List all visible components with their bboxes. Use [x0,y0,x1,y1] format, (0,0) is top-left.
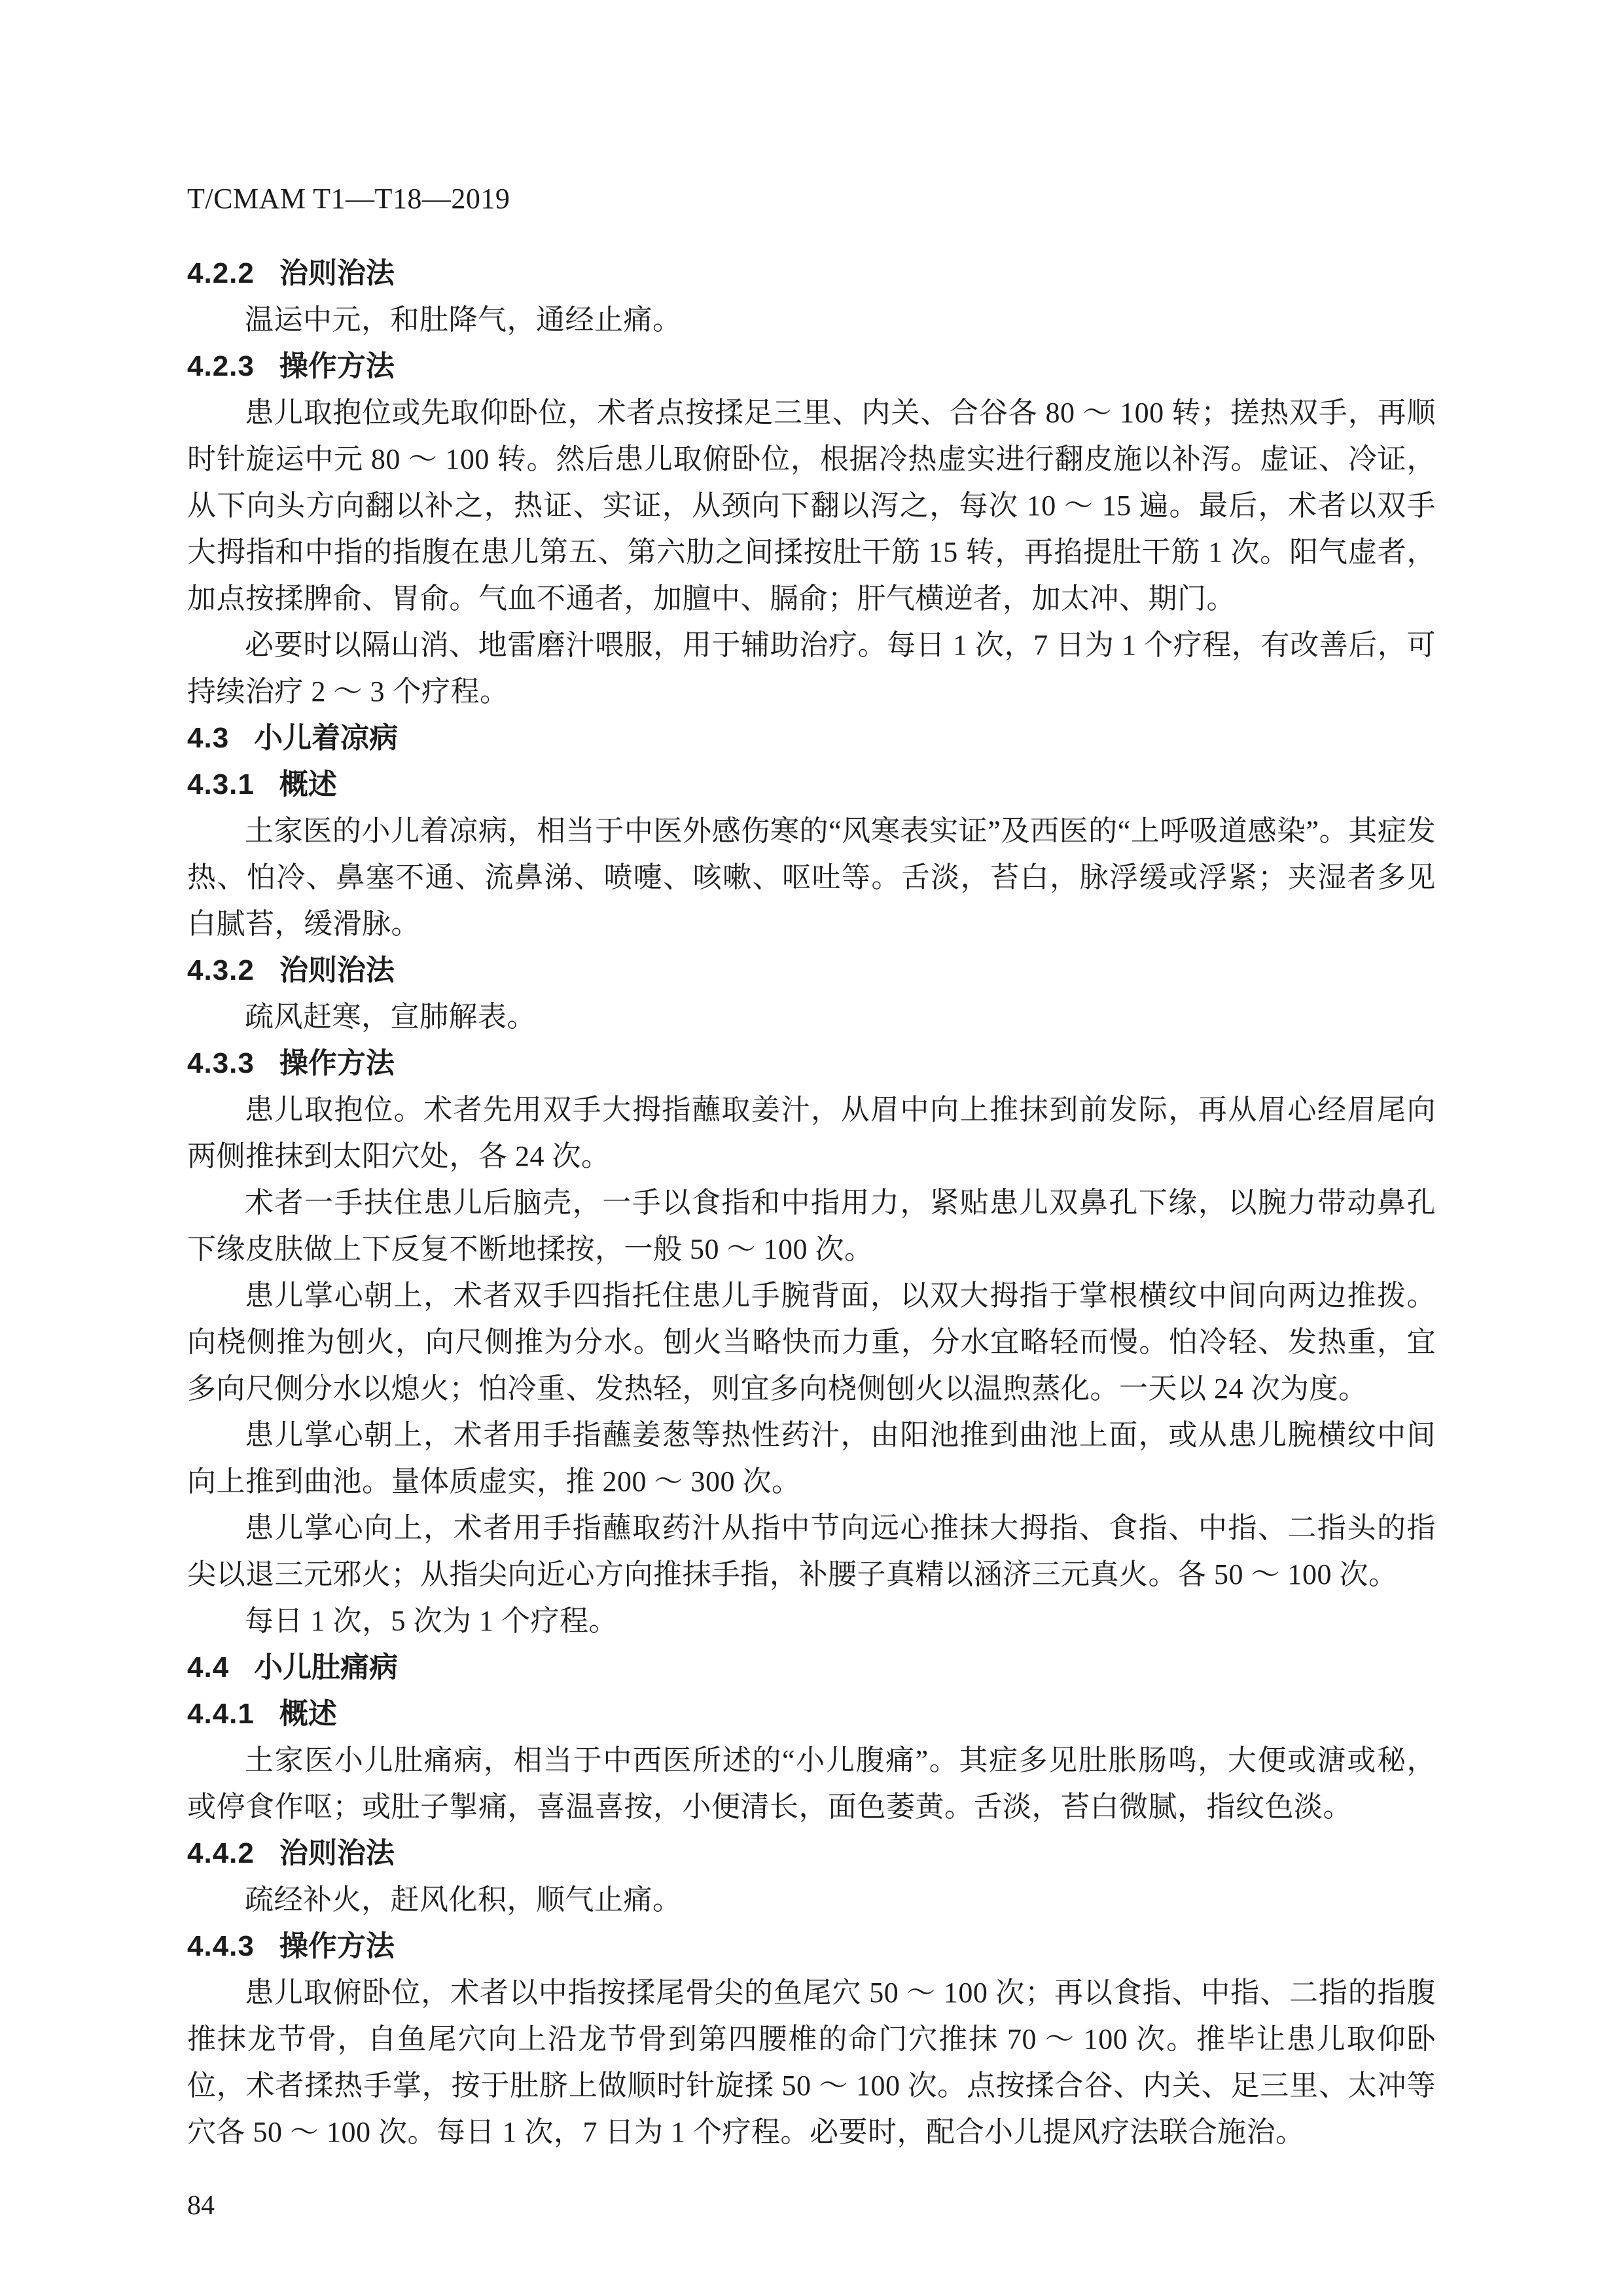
paragraph: 患儿取抱位或先取仰卧位，术者点按揉足三里、内关、合谷各 80 ～ 100 转；搓热双手，再顺时针旋运中元 80 ～ 100 转。然后患儿取俯卧位，根据冷热虚实进行翻皮施以补泻。虚证、冷证，从下向头方向翻以补之，热证、实证，从颈向下翻以泻之，每次 10 ～ 15 遍。最后，术者以双手大拇指和中指的指腹在患儿第五、第六肋之间揉按肚干筋 15 转，再掐提肚干筋 1 次。阳气虚者，加点按揉脾俞、胃俞。气血不通者，加膻中、膈俞；肝气横逆者，加太冲、期门。 [187,397,1436,615]
section-title: 概述 [279,768,337,800]
section-title: 小儿着凉病 [254,722,399,754]
paragraph: 每日 1 次，5 次为 1 个疗程。 [245,1605,618,1637]
section-number: 4.3.3 [187,1047,255,1079]
section-heading-4-2-3 [187,343,1436,389]
paragraph: 温运中元，和肚降气，通经止痛。 [245,304,682,336]
section-title: 治则治法 [279,1837,395,1869]
paragraph: 患儿取俯卧位，术者以中指按揉尾骨尖的鱼尾穴 50 ～ 100 次；再以食指、中指、二指的指腹推抹龙节骨，自鱼尾穴向上沿龙节骨到第四腰椎的命门穴推抹 70 ～ 100 次。推毕让患儿取仰卧位，术者揉热手掌，按于肚脐上做顺时针旋揉 50 ～ 100 次。点按揉合谷、内关、足三里、太冲等穴各 50 ～ 100 次。每日 1 次，7 日为 1 个疗程。必要时，配合小儿提风疗法联合施治。 [187,1977,1436,2148]
section-number: 4.3.2 [187,954,255,986]
section-number: 4.4.1 [187,1698,255,1730]
section-number: 4.3 [187,722,230,754]
paragraph: 术者一手扶住患儿后脑壳，一手以食指和中指用力，紧贴患儿双鼻孔下缘，以腕力带动鼻孔下缘皮肤做上下反复不断地揉按，一般 50 ～ 100 次。 [187,1187,1436,1265]
section-heading-4-3-1 [187,761,1436,808]
section-heading-4-3-3 [187,1040,1436,1086]
section-heading-4-4-1 [187,1691,1436,1737]
section-heading-4-3 [187,715,1436,761]
paragraph: 土家医的小儿着凉病，相当于中医外感伤寒的“风寒表实证”及西医的“上呼吸道感染”。其症发热、怕冷、鼻塞不通、流鼻涕、喷嚏、咳嗽、呕吐等。舌淡，苔白，脉浮缓或浮紧；夹湿者多见白腻苔，缓滑脉。 [187,815,1436,940]
paragraph: 土家医小儿肚痛病，相当于中西医所述的“小儿腹痛”。其症多见肚胀肠鸣，大便或溏或秘，或停食作呕；或肚子掣痛，喜温喜按，小便清长，面色萎黄。舌淡，苔白微腻，指纹色淡。 [187,1744,1436,1823]
section-heading-4-2-2 [187,250,1436,296]
section-title: 操作方法 [279,1047,395,1079]
section-number: 4.3.1 [187,768,255,800]
paragraph: 患儿掌心向上，术者用手指蘸取药汁从指中节向远心推抹大拇指、食指、中指、二指头的指尖以退三元邪火；从指尖向近心方向推抹手指，补腰子真精以涵济三元真火。各 50 ～ 100 次。 [187,1512,1436,1590]
paragraph: 患儿取抱位。术者先用双手大拇指蘸取姜汁，从眉中向上推抹到前发际，再从眉心经眉尾向两侧推抹到太阳穴处，各 24 次。 [187,1094,1436,1172]
section-title: 治则治法 [279,257,395,289]
section-number: 4.2.2 [187,257,255,289]
section-number: 4.4.2 [187,1837,255,1869]
section-heading-4-3-2 [187,947,1436,994]
section-title: 概述 [279,1698,337,1730]
page-number: 84 [187,2191,215,2221]
paragraph: 患儿掌心朝上，术者用手指蘸姜葱等热性药汁，由阳池推到曲池上面，或从患儿腕横纹中间向上推到曲池。量体质虚实，推 200 ～ 300 次。 [187,1419,1436,1498]
section-heading-4-4-2 [187,1830,1436,1876]
paragraph: 疏经补火，赶风化积，顺气止痛。 [245,1884,682,1916]
paragraph: 患儿掌心朝上，术者双手四指托住患儿手腕背面，以双大拇指于掌根横纹中间向两边推拨。向桡侧推为刨火，向尺侧推为分水。刨火当略快而力重，分水宜略轻而慢。怕冷轻、发热重，宜多向尺侧分水以熄火；怕冷重、发热轻，则宜多向桡侧刨火以温煦蒸化。一天以 24 次为度。 [187,1280,1436,1405]
paragraph: 必要时以隔山消、地雷磨汁喂服，用于辅助治疗。每日 1 次，7 日为 1 个疗程，有改善后，可持续治疗 2 ～ 3 个疗程。 [187,629,1436,708]
section-heading-4-4-3 [187,1923,1436,1969]
document-code: T/CMAM T1—T18—2019 [187,183,510,215]
section-number: 4.4 [187,1651,230,1683]
section-title: 操作方法 [279,350,395,382]
section-title: 治则治法 [279,954,395,986]
section-heading-4-4 [187,1644,1436,1691]
section-number: 4.4.3 [187,1930,255,1962]
section-title: 操作方法 [279,1930,395,1962]
paragraph: 疏风赶寒，宣肺解表。 [245,1001,536,1033]
section-number: 4.2.3 [187,350,255,382]
section-title: 小儿肚痛病 [254,1651,399,1683]
